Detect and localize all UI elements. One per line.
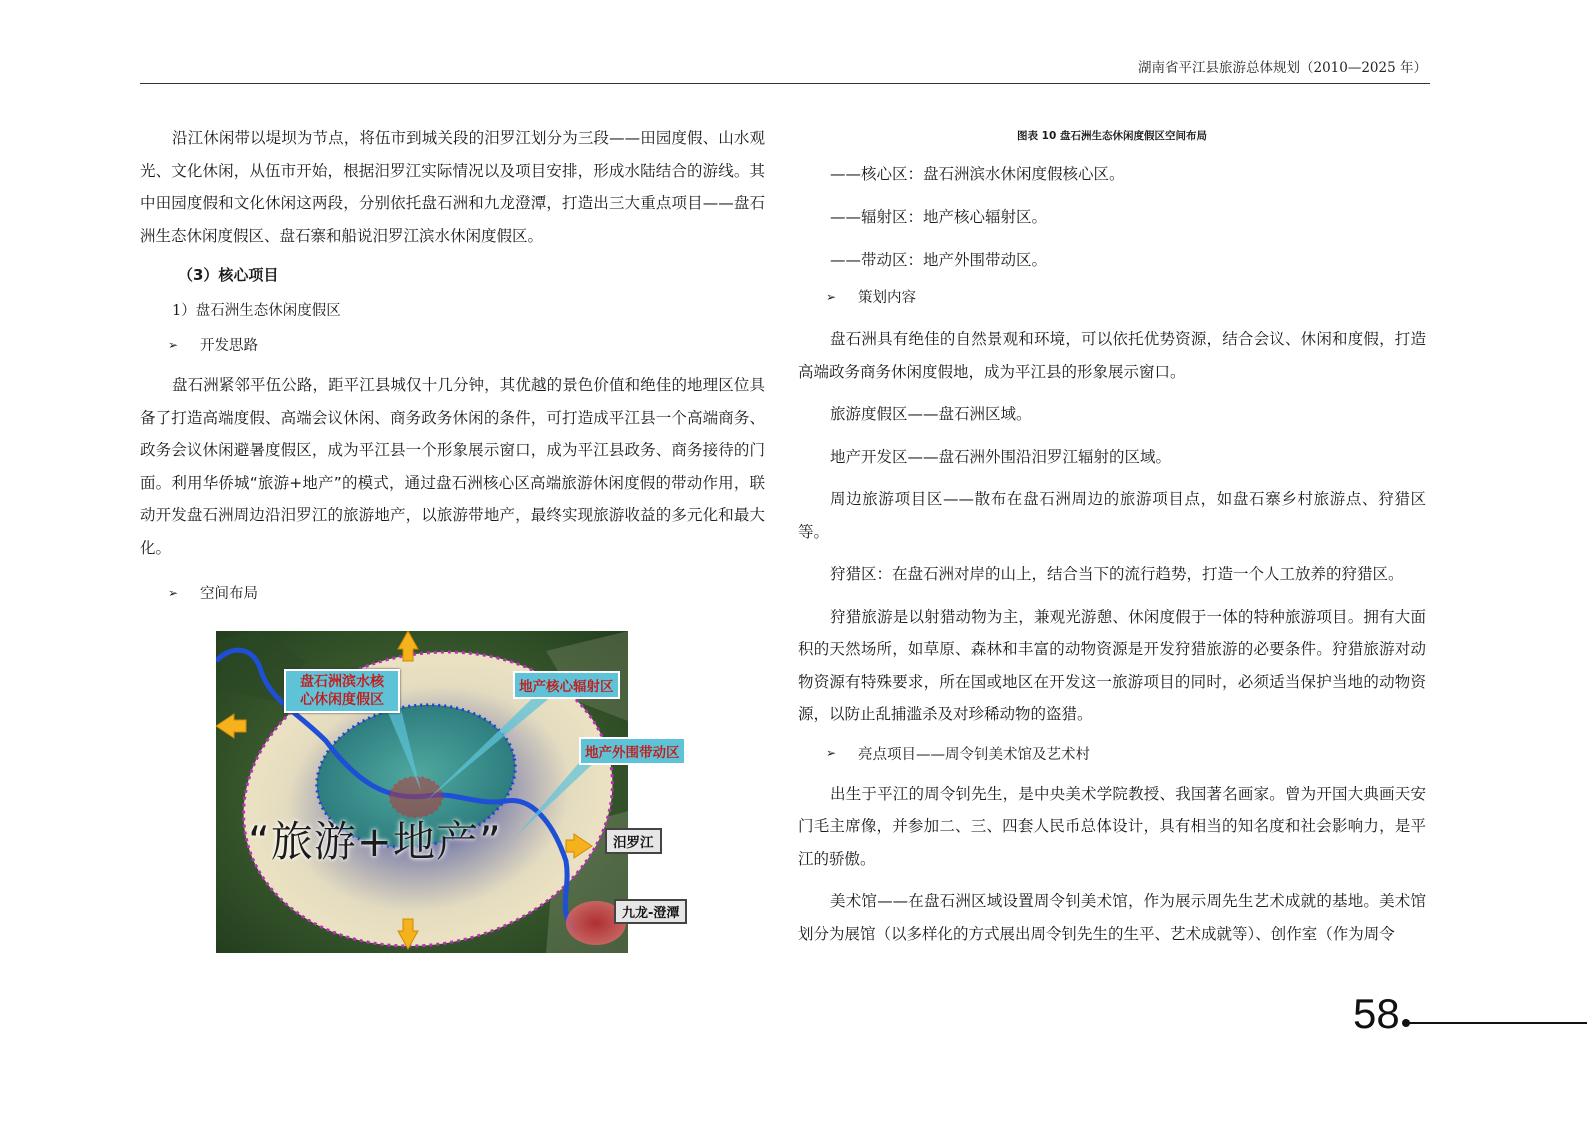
bullet-plan-content	[826, 286, 1426, 307]
left-column	[140, 120, 765, 603]
area-surrounding: 周边旅游项目区——散布在盘石洲周边的旅游项目点，如盘石寨乡村旅游点、狩猎区等。	[798, 490, 1426, 541]
zone-core: ——核心区：盘石洲滨水休闲度假核心区。	[830, 165, 1125, 183]
label-jiulong-chengtan: 九龙-澄潭	[614, 899, 687, 924]
bullet-label: 策划内容	[858, 290, 916, 306]
label-radiate-zone: 地产核心辐射区	[513, 671, 620, 699]
arrow-bullet-icon: ➢	[168, 337, 179, 352]
header-rule	[140, 83, 1430, 84]
hunting-tourism-paragraph: 狩猎旅游是以射猎动物为主，兼观光游憩、休闲度假于一体的特种旅游项目。拥有大面积的天然场所，如草原、森林和丰富的动物资源是开发狩猎旅游的必要条件。狩猎旅游对动物资源有特殊要求，所在国或地区在开发这一旅游项目的同时，必须适当保护当地的动物资源，以防止乱捕滥杀及对珍稀动物的盗猎。	[798, 607, 1426, 723]
zone-radiate: ——辐射区：地产核心辐射区。	[830, 208, 1048, 226]
arrow-bullet-icon: ➢	[826, 289, 837, 304]
development-paragraph: 盘石洲紧邻平伍公路，距平江县城仅十几分钟，其优越的景色价值和绝佳的地理区位具备了打造高端度假、高端会议休闲、商务政务休闲的条件，可打造成平江县一个高端商务、政务会议休闲避暑度假区，成为平江县一个形象展示窗口，成为平江县政务、商务接待的门面。利用华侨城“旅游+地产”的模式，通过盘石洲核心区高端旅游休闲度假的带动作用，联动开发盘石洲周边沿汨罗江的旅游地产，以旅游带地产，最终实现旅游收益的多元化和最大化。	[140, 376, 765, 557]
bullet-label: 空间布局	[200, 586, 258, 602]
slogan-tourism-real-estate: “旅游+地产”	[248, 817, 502, 866]
area-real-estate: 地产开发区——盘石洲外围沿汨罗江辐射的区域。	[830, 447, 1172, 466]
right-column	[798, 120, 1426, 950]
document-header-title: 湖南省平江县旅游总体规划（2010—2025 年）	[1137, 60, 1427, 76]
zhou-lingzhao-paragraph: 出生于平江的周令钊先生，是中央美术学院教授、我国著名画家。曾为开国大典画天安门毛主席像，并参加二、三、四套人民币总体设计，具有相当的知名度和社会影响力，是平江的骄傲。	[798, 784, 1426, 868]
intro-paragraph: 沿江休闲带以堤坝为节点，将伍市到城关段的汨罗江划分为三段——田园度假、山水观光、文化休闲，从伍市开始，根据汨罗江实际情况以及项目安排，形成水陆结合的游线。其中田园度假和文化休闲这两段，分别依托盘石洲和九龙澄潭，打造出三大重点项目——盘石洲生态休闲度假区、盘石寨和船说汨罗江滨水休闲度假区。	[140, 129, 765, 245]
label-miluo-river: 汨罗江	[605, 828, 662, 854]
bullet-label: 开发思路	[200, 338, 258, 354]
label-core-zone	[284, 669, 400, 713]
page-number: 58	[1353, 990, 1400, 1037]
label-core-line-2: 心休闲度假区	[300, 692, 384, 708]
area-resort: 旅游度假区——盘石洲区域。	[830, 405, 1032, 423]
figure-caption: 图表 10 盘石洲生态休闲度假区空间布局	[1017, 130, 1207, 142]
label-core-line-1: 盘石洲滨水核	[300, 674, 384, 690]
section-heading: （3）核心项目	[178, 266, 279, 284]
bullet-label: 亮点项目——周令钊美术馆及艺术村	[858, 746, 1090, 763]
arrow-bullet-icon: ➢	[826, 746, 837, 760]
bullet-spatial-layout	[168, 582, 765, 603]
spatial-layout-map	[216, 631, 680, 953]
page-number-rule	[1408, 1022, 1587, 1024]
label-outer-zone: 地产外围带动区	[579, 737, 686, 765]
item-heading: 1）盘石洲生态休闲度假区	[172, 303, 341, 319]
bullet-development	[168, 334, 765, 355]
art-museum-paragraph: 美术馆——在盘石洲区域设置周令钊美术馆，作为展示周先生艺术成就的基地。美术馆划分为展馆（以多样化的方式展出周令钊先生的生平、艺术成就等）、创作室（作为周令	[798, 892, 1426, 943]
plan-paragraph: 盘石洲具有绝佳的自然景观和环境，可以依托优势资源，结合会议、休闲和度假，打造高端政务商务休闲度假地，成为平江县的形象展示窗口。	[798, 330, 1426, 381]
bullet-highlight-project	[826, 743, 1426, 764]
arrow-bullet-icon: ➢	[168, 585, 179, 600]
zone-drive: ——带动区：地产外围带动区。	[830, 251, 1048, 269]
hunting-zone: 狩猎区：在盘石洲对岸的山上，结合当下的流行趋势，打造一个人工放养的狩猎区。	[830, 565, 1404, 583]
